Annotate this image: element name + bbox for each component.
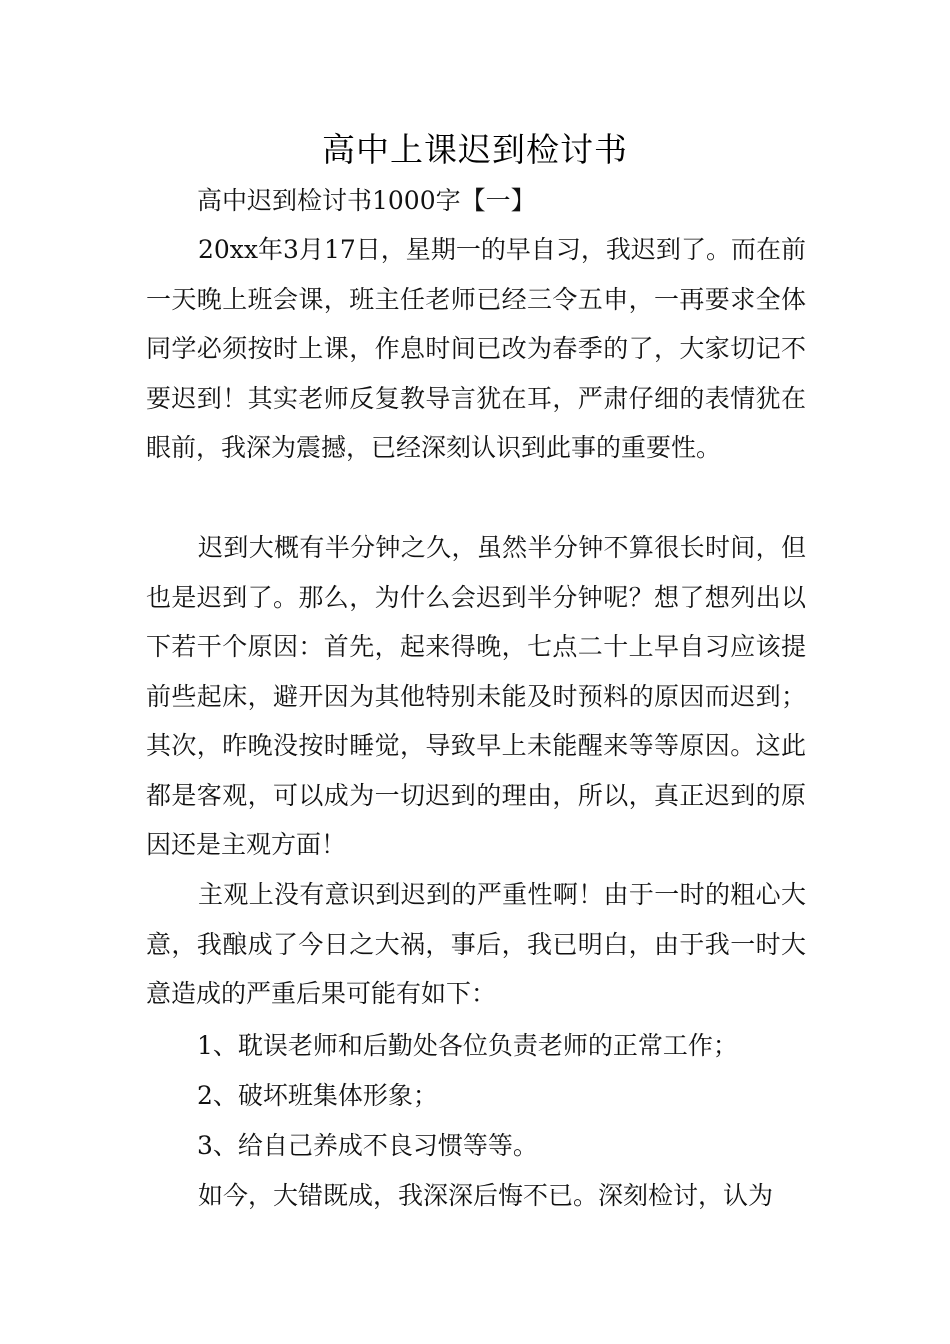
document-subtitle: 高中迟到检讨书1000字【一】 bbox=[197, 186, 536, 215]
paragraph-2: 迟到大概有半分钟之久，虽然半分钟不算很长时间，但也是迟到了。那么，为什么会迟到半分钟呢？想了想列出以下若干个原因：首先，起来得晚，七点二十上早自习应该提前些起床，避开因为其他特别未能及时预料的原因而迟到；其次，昨晚没按时睡觉，导致早上未能醒来等等原因。这此都是客观，可以成为一切迟到的理由，所以，真正迟到的原因还是主观方面！ bbox=[146, 533, 806, 859]
list-item-3: 3、给自己养成不良习惯等等。 bbox=[197, 1131, 538, 1160]
document-title: 高中上课迟到检讨书 bbox=[322, 130, 628, 169]
paragraph-3: 主观上没有意识到迟到的严重性啊！由于一时的粗心大意，我酿成了今日之大祸，事后，我已明白，由于我一时大意造成的严重后果可能有如下： bbox=[146, 880, 806, 1008]
list-item-1: 1、耽误老师和后勤处各位负责老师的正常工作； bbox=[197, 1031, 738, 1060]
list-item-2: 2、破坏班集体形象； bbox=[197, 1081, 438, 1110]
closing-paragraph: 如今，大错既成，我深深后悔不已。深刻检讨，认为 bbox=[198, 1181, 774, 1210]
paragraph-1: 20xx年3月17日，星期一的早自习，我迟到了。而在前一天晚上班会课，班主任老师已经三令五申，一再要求全体同学必须按时上课，作息时间已改为春季的了，大家切记不要迟到！其实老师反复教导言犹在耳，严肃仔细的表情犹在眼前，我深为震撼，已经深刻认识到此事的重要性。 bbox=[146, 235, 806, 462]
